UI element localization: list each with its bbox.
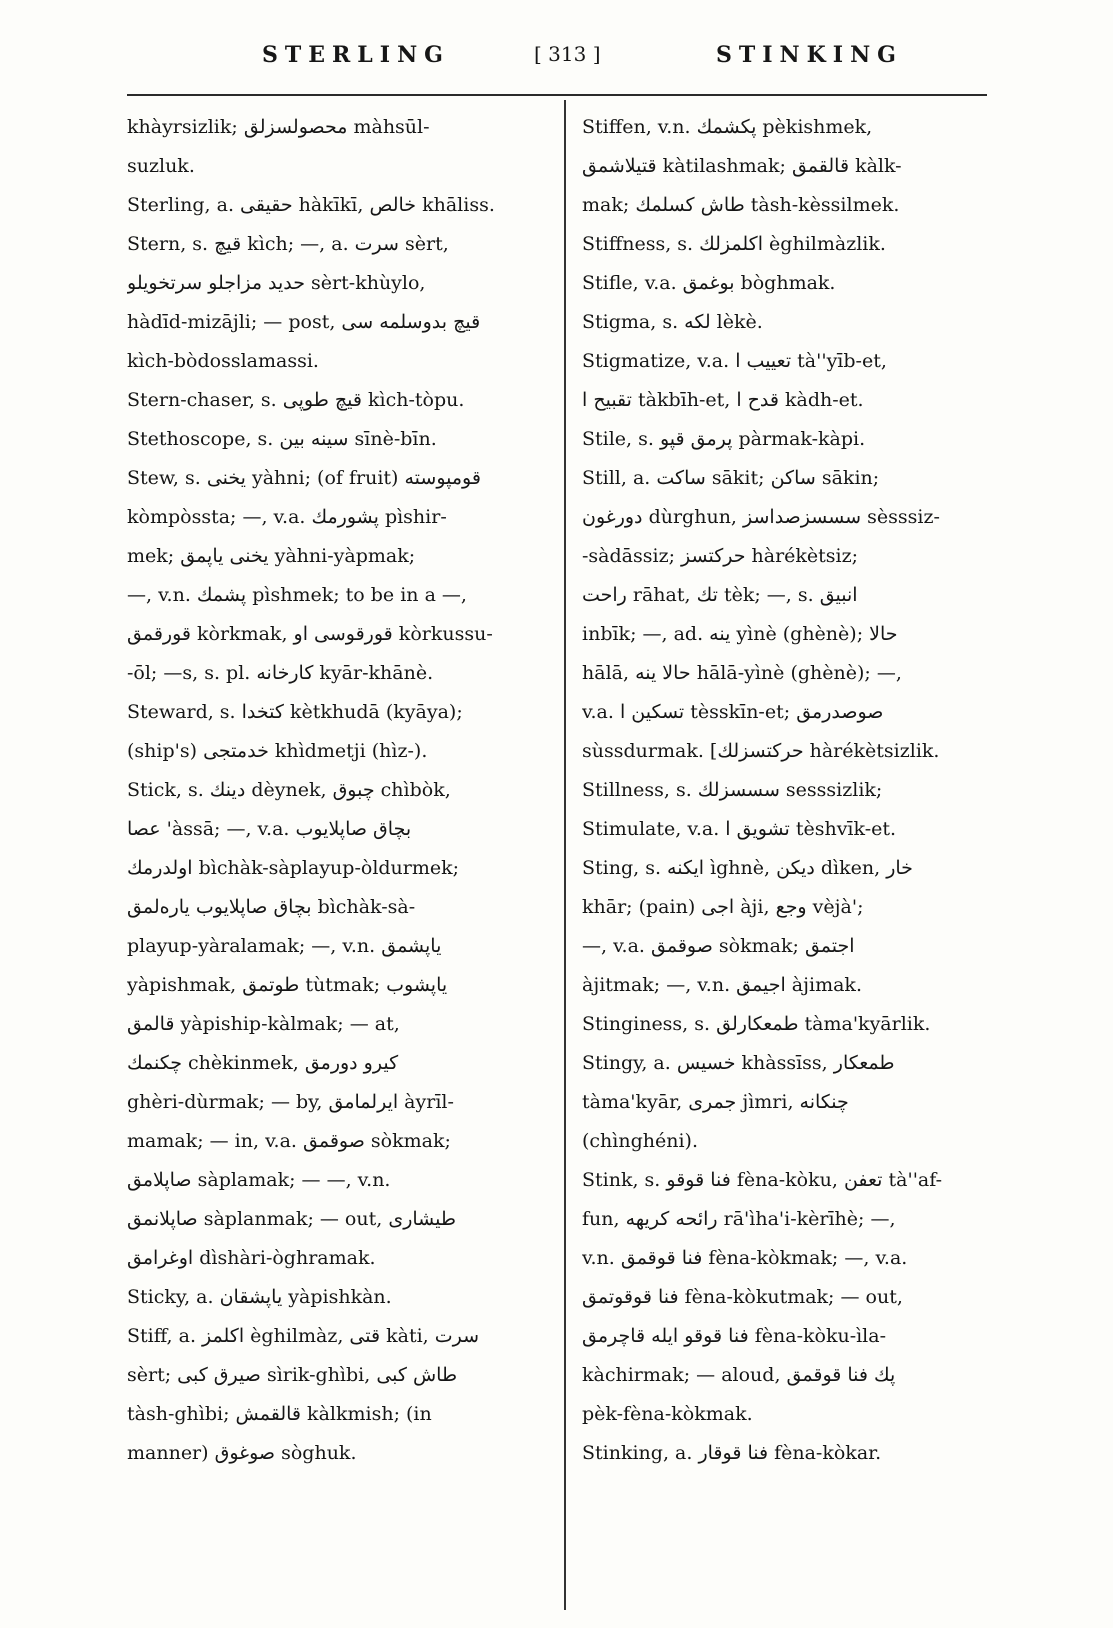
- header-first-word: STERLING: [262, 42, 450, 68]
- entry-line: عصا 'àssā; —, v.a. بچاق صاپلايوب: [127, 818, 412, 840]
- entry-line: Stew, s. يخنى yàhni; (of fruit) قومپوسته: [127, 467, 481, 489]
- entry-line: دورغون dùrghun, سسسزصداسز sèsssiz-: [582, 506, 940, 528]
- entry-line: suzluk.: [127, 155, 195, 177]
- entry-line: sèrt; صيرق كبى sìrik-ghìbi, طاش كبى: [127, 1364, 458, 1386]
- entry-line: Stinginess, s. طمعكارلق tàma'kyārlik.: [582, 1013, 931, 1035]
- entry-line: —, v.n. پشمك pìshmek; to be in a —,: [127, 584, 467, 606]
- entry-line: Stick, s. دينك dèynek, چبوق chìbòk,: [127, 779, 451, 801]
- entry-line: ghèri-dùrmak; — by, ايرلمامق àyrīl-: [127, 1091, 454, 1113]
- entry-line: قورقمق kòrkmak, قورقوسى او kòrkussu-: [127, 623, 493, 645]
- entry-line: Stiffness, s. اكلمزلك èghilmàzlik.: [582, 233, 886, 255]
- entry-line: Stern, s. قيچ kìch; —, a. سرت sèrt,: [127, 233, 449, 255]
- entry-line: فنا قوقوتمق fèna-kòkutmak; — out,: [582, 1286, 903, 1308]
- running-header: [0, 42, 1113, 76]
- entry-line: Sticky, a. ياپشقان yàpishkàn.: [127, 1286, 392, 1308]
- entry-line: -sàdāssiz; حركتسز hàrékètsiz;: [582, 545, 859, 567]
- entry-line: صاپلامق sàplamak; — —, v.n.: [127, 1169, 391, 1191]
- entry-line: Stingy, a. خسيس khàssīss, طمعكار: [582, 1052, 895, 1074]
- entry-line: Stiff, a. اكلمز èghilmàz, قتى kàti, سرت: [127, 1325, 480, 1347]
- entry-line: Stifle, v.a. بوغمق bòghmak.: [582, 272, 836, 294]
- entry-line: tàma'kyār, جمرى jìmri, چنكانه: [582, 1091, 849, 1113]
- entry-line: Sterling, a. حقيقى hàkīkī, خالص khāliss.: [127, 194, 495, 216]
- left-column: [127, 108, 547, 1473]
- entry-line: sùssdurmak. [حركتسزلك hàrékètsizlik.: [582, 740, 940, 762]
- page-number: [ 313 ]: [534, 42, 601, 66]
- entry-line: khār; (pain) اجى àji, وجع vèjà';: [582, 896, 864, 918]
- entry-line: صاپلانمق sàplanmak; — out, طيشارى: [127, 1208, 456, 1230]
- entry-line: چكنمك chèkinmek, كيرو دورمق: [127, 1052, 399, 1074]
- entry-line: اولدرمك bìchàk-sàplayup-òldurmek;: [127, 857, 460, 879]
- entry-line: kàchirmak; — aloud, پك فنا قوقمق: [582, 1364, 896, 1386]
- entry-line: Stile, s. پرمق قپو pàrmak-kàpi.: [582, 428, 866, 450]
- entry-line: tàsh-ghìbi; قالقمش kàlkmish; (in: [127, 1403, 432, 1425]
- entry-line: Stinking, a. فنا قوقار fèna-kòkar.: [582, 1442, 882, 1464]
- right-column: [582, 108, 987, 1473]
- entry-line: yàpishmak, طوتمق tùtmak; ياپشوب: [127, 974, 448, 996]
- entry-line: kìch-bòdosslamassi.: [127, 350, 319, 372]
- header-rule: [127, 94, 987, 96]
- entry-line: khàyrsizlik; محصولسزلق màhsūl-: [127, 116, 430, 138]
- entry-line: playup-yàralamak; —, v.n. ياپشمق: [127, 935, 442, 957]
- entry-line: Stigmatize, v.a. تعييب ا tà''yīb-et,: [582, 350, 887, 372]
- entry-line: v.n. فنا قوقمق fèna-kòkmak; —, v.a.: [582, 1247, 908, 1269]
- entry-line: mek; يخنى ياپمق yàhni-yàpmak;: [127, 545, 416, 567]
- entry-line: inbīk; —, ad. ينه yìnè (ghènè); حالا: [582, 623, 898, 645]
- entry-line: Stigma, s. لكه lèkè.: [582, 311, 763, 333]
- entry-line: àjitmak; —, v.n. اجيمق àjimak.: [582, 974, 862, 996]
- column-divider: [564, 100, 566, 1610]
- entry-line: v.a. تسكين ا tèsskīn-et; صوصدرمق: [582, 701, 884, 723]
- entry-line: kòmpòssta; —, v.a. پشورمك pìshir-: [127, 506, 447, 528]
- entry-line: Sting, s. ايكنه ìghnè, ديكن dìken, خار: [582, 857, 913, 879]
- entry-line: Still, a. ساكت sākit; ساكن sākin;: [582, 467, 880, 489]
- entry-line: فنا قوقو ايله قاچرمق fèna-kòku-ìla-: [582, 1325, 887, 1347]
- header-last-word: STINKING: [716, 42, 903, 68]
- entry-line: (chìnghéni).: [582, 1130, 699, 1152]
- entry-line: (ship's) خدمتجى khìdmetji (hìz-).: [127, 740, 428, 762]
- entry-line: راحت rāhat, تك tèk; —, s. انبيق: [582, 584, 858, 606]
- entry-line: تقبيح ا tàkbīh-et, قدح ا kàdh-et.: [582, 389, 864, 411]
- entry-line: —, v.a. صوقمق sòkmak; اجتمق: [582, 935, 855, 957]
- entry-line: mamak; — in, v.a. صوقمق sòkmak;: [127, 1130, 451, 1152]
- entry-line: Stiffen, v.n. پكشمك pèkishmek,: [582, 116, 873, 138]
- entry-line: اوغرامق dìshàri-òghramak.: [127, 1247, 376, 1269]
- entry-line: Stethoscope, s. سينه بين sīnè-bīn.: [127, 428, 437, 450]
- entry-line: mak; طاش كسلمك tàsh-kèssilmek.: [582, 194, 900, 216]
- entry-line: Steward, s. كتخدا kètkhudā (kyāya);: [127, 701, 463, 723]
- entry-line: hàdīd-mizājli; — post, قيچ بدوسلمه سى: [127, 311, 481, 333]
- entry-line: قالمق yàpiship-kàlmak; — at,: [127, 1013, 400, 1035]
- entry-line: بچاق صاپلايوب يارەلمق bìchàk-sà-: [127, 896, 416, 918]
- entry-line: Stillness, s. سسسزلك sesssizlik;: [582, 779, 883, 801]
- entry-line: manner) صوغوق sòghuk.: [127, 1442, 357, 1464]
- entry-line: -ōl; —s, s. pl. كارخانه kyār-khānè.: [127, 662, 434, 684]
- entry-line: Stern-chaser, s. قيچ طوپى kìch-tòpu.: [127, 389, 465, 411]
- entry-line: حديد مزاجلو سرتخويلو sèrt-khùylo,: [127, 272, 426, 294]
- entry-line: Stink, s. فنا قوقو fèna-kòku, تعفن tà''af-: [582, 1169, 943, 1191]
- entry-line: fun, رائحه كريهه rā'ìha'i-kèrīhè; —,: [582, 1208, 896, 1230]
- entry-line: قتيلاشمق kàtilashmak; قالقمق kàlk-: [582, 155, 902, 177]
- entry-line: Stimulate, v.a. تشويق ا tèshvīk-et.: [582, 818, 897, 840]
- entry-line: hālā, حالا ينه hālā-yìnè (ghènè); —,: [582, 662, 902, 684]
- entry-line: pèk-fèna-kòkmak.: [582, 1403, 753, 1425]
